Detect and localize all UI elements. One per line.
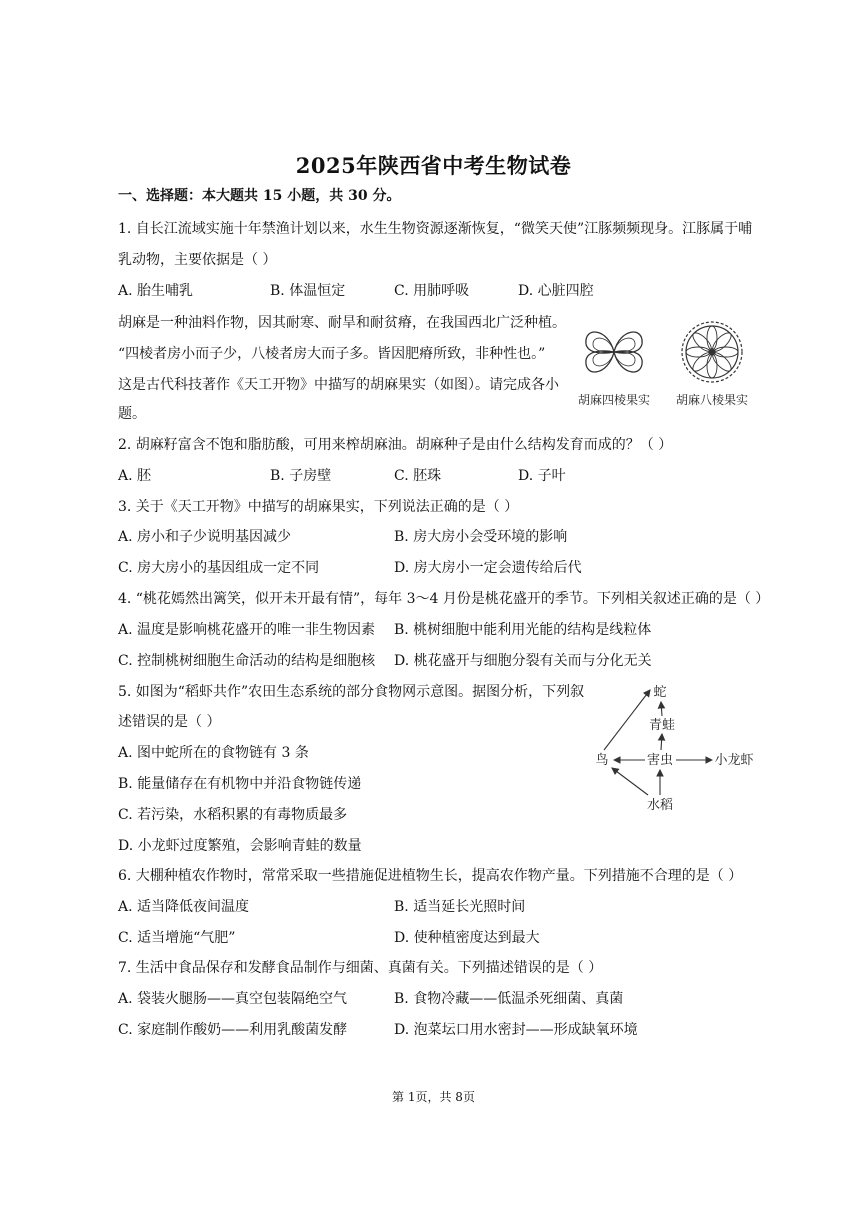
- q2-option-c[interactable]: C. 胚珠: [394, 468, 442, 484]
- flax-fruit-figure: [568, 312, 768, 412]
- q6-option-a[interactable]: A. 适当降低夜间温度: [118, 899, 250, 915]
- q1-option-a[interactable]: A. 胎生哺乳: [118, 283, 194, 299]
- node-rice: 水稻: [646, 798, 674, 813]
- food-web-diagram: [590, 680, 765, 825]
- q7-option-d[interactable]: D. 泡菜坛口用水密封——形成缺氧环境: [394, 1022, 638, 1038]
- node-bird: 鸟: [595, 753, 609, 768]
- q4-stem: 4. “桃花嫣然出篱笑，似开未开最有情”，每年 3～4 月份是桃花盛开的季节。下列相关叙述正确的是（ ）: [118, 591, 770, 607]
- intro-line2: “四棱者房小而子少，八棱者房大而子多。皆因肥瘠所致，非种性也。”: [118, 346, 546, 362]
- node-crayfish: 小龙虾: [714, 753, 754, 768]
- q6-option-b[interactable]: B. 适当延长光照时间: [394, 899, 526, 915]
- four-ridged-label: 胡麻四棱果实: [577, 393, 651, 407]
- q3-option-c[interactable]: C. 房大房小的基因组成一定不同: [118, 560, 320, 576]
- intro-line3: 这是古代科技著作《天工开物》中描写的胡麻果实（如图）。请完成各小: [118, 377, 559, 393]
- four-ridged-fruit-icon: [586, 332, 642, 372]
- arrow-bird-to-snake: [604, 690, 650, 750]
- q4-option-a[interactable]: A. 温度是影响桃花盛开的唯一非生物因素: [118, 622, 376, 638]
- intro-line4: 题。: [118, 406, 146, 422]
- q5-option-c[interactable]: C. 若污染，水稻积累的有毒物质最多: [118, 807, 348, 823]
- q3-option-b[interactable]: B. 房大房小会受环境的影响: [394, 529, 568, 545]
- eight-ridged-label: 胡麻八棱果实: [675, 393, 749, 407]
- q5-option-b[interactable]: B. 能量储存在有机物中并沿食物链传递: [118, 776, 362, 792]
- q1-option-b[interactable]: B. 体温恒定: [270, 283, 346, 299]
- q4-option-b[interactable]: B. 桃树细胞中能利用光能的结构是线粒体: [394, 622, 652, 638]
- page-footer: 第 1页，共 8页: [392, 1090, 475, 1104]
- q6-stem: 6. 大棚种植农作物时，常常采取一些措施促进植物生长，提高农作物产量。下列措施不合理的是（ ）: [118, 868, 743, 884]
- q1-stem-line2: 乳动物，主要依据是（ ）: [118, 252, 277, 268]
- q7-stem: 7. 生活中食品保存和发酵食品制作与细菌、真菌有关。下列描述错误的是（ ）: [118, 960, 603, 976]
- q5-stem-line1: 5. 如图为“稻虾共作”农田生态系统的部分食物网示意图。据图分析，下列叙: [118, 684, 585, 700]
- node-pest: 害虫: [646, 753, 674, 768]
- intro-line1: 胡麻是一种油料作物，因其耐寒、耐旱和耐贫瘠，在我国西北广泛种植。: [118, 315, 566, 331]
- q5-stem-line2: 述错误的是（ ）: [118, 714, 221, 730]
- q6-option-c[interactable]: C. 适当增施“气肥”: [118, 930, 236, 946]
- node-frog: 青蛙: [648, 718, 676, 733]
- section-heading: 一、选择题：本大题共 15 小题，共 30 分。: [118, 188, 401, 204]
- q4-option-c[interactable]: C. 控制桃树细胞生命活动的结构是细胞核: [118, 653, 376, 669]
- q3-option-d[interactable]: D. 房大房小一定会遗传给后代: [394, 560, 582, 576]
- q7-option-c[interactable]: C. 家庭制作酸奶——利用乳酸菌发酵: [118, 1022, 348, 1038]
- q2-option-a[interactable]: A. 胚: [118, 468, 152, 484]
- q7-option-b[interactable]: B. 食物冷藏——低温杀死细菌、真菌: [394, 991, 624, 1007]
- q1-option-c[interactable]: C. 用肺呼吸: [394, 283, 470, 299]
- q3-option-a[interactable]: A. 房小和子少说明基因减少: [118, 529, 292, 545]
- page-title: 2025年陕西省中考生物试卷: [295, 153, 572, 178]
- q3-stem: 3. 关于《天工开物》中描写的胡麻果实，下列说法正确的是（ ）: [118, 499, 519, 515]
- arrow-rice-to-bird: [612, 768, 648, 795]
- q7-option-a[interactable]: A. 袋装火腿肠——真空包装隔绝空气: [118, 991, 348, 1007]
- q4-option-d[interactable]: D. 桃花盛开与细胞分裂有关而与分化无关: [394, 653, 652, 669]
- q6-option-d[interactable]: D. 使种植密度达到最大: [394, 930, 540, 946]
- q5-option-a[interactable]: A. 图中蛇所在的食物链有 3 条: [118, 745, 309, 761]
- q5-option-d[interactable]: D. 小龙虾过度繁殖，会影响青蛙的数量: [118, 838, 362, 854]
- q2-option-d[interactable]: D. 子叶: [518, 468, 566, 484]
- q1-option-d[interactable]: D. 心脏四腔: [518, 283, 594, 299]
- q2-stem: 2. 胡麻籽富含不饱和脂肪酸，可用来榨胡麻油。胡麻种子是由什么结构发育而成的？（ ）: [118, 437, 673, 453]
- arrow-pest-to-frog: [661, 734, 662, 750]
- arrow-frog-to-snake: [661, 702, 662, 716]
- q1-stem-line1: 1. 自长江流域实施十年禁渔计划以来，水生生物资源逐渐恢复，“微笑天使”江豚频频现身。江豚属于哺: [118, 221, 753, 237]
- node-snake: 蛇: [653, 685, 667, 700]
- q2-option-b[interactable]: B. 子房壁: [270, 468, 332, 484]
- eight-ridged-fruit-icon: [682, 322, 742, 382]
